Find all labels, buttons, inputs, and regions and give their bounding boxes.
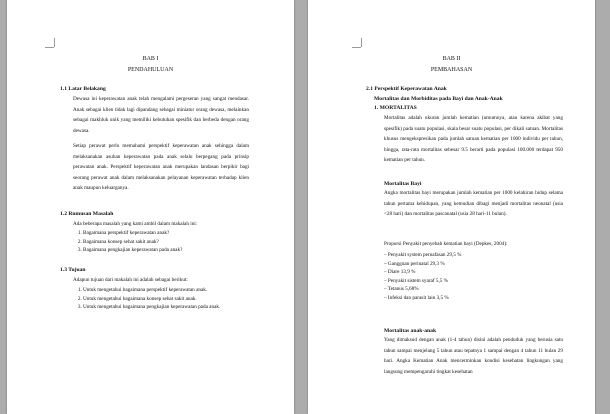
section-heading-latar-belakang: 1.1 Latar Belakang — [60, 86, 106, 92]
list-item: 1. Untuk mengetahui bagaimana perspektif keperawatan anak. — [83, 286, 220, 295]
rumusan-intro: Ada beberapa masalah yang kami ambil dalam makalah ini: — [73, 221, 198, 227]
paragraph-mortalitas-bayi: Angka mortalitas bayi merupakan jumlah kematian per 1000 kelahiran hidup selama tahun pertama kehidupan, yang kemudian dibagi menjadi mortalitas neonatal (usia <28 hari) dan mortalitas pascanatal (usia 28 hari-11 bulan). — [384, 190, 563, 217]
corner-mark — [352, 47, 361, 48]
list-item: – Diare 13,9 % — [384, 269, 416, 275]
list-item: 3. Bagaimana pengkajian keperawatan pada anak? — [83, 246, 182, 255]
list-item: 1. Bagaimana perspektif keperawatan anak? — [83, 229, 182, 238]
list-item: – Penyakit sistem syaraf 5,5 % — [384, 277, 448, 284]
list-item: 3. Untuk mengetahui bagaimana pengkajian keperawatan pada anak. — [83, 303, 220, 312]
section-heading-tujuan: 1.3 Tujuan — [60, 267, 86, 273]
chapter-number: BAB II — [442, 56, 461, 62]
item-heading-mortalitas: 1. MORTALITAS — [374, 105, 417, 111]
list-item: 2. Untuk mengetahui bagaimana konsep sehat sakit anak. — [83, 295, 220, 304]
subsection-heading: Mortalitas dan Morbiditas pada Bayi dan Anak-Anak — [374, 96, 503, 102]
heading-mortalitas-anak: Mortalitas anak-anak — [384, 328, 437, 334]
tujuan-intro: Adapun tujuan dari makalah ini adalah sebagai berikut: — [73, 277, 188, 283]
list-item: 2. Bagaimana konsep sehat sakit anak? — [83, 238, 182, 247]
page-left — [7, 0, 294, 414]
corner-mark — [45, 47, 54, 48]
chapter-number: BAB I — [142, 56, 159, 62]
rumusan-list — [73, 229, 182, 255]
paragraph-latar-belakang-1: Dewasa ini keperawatan anak telah mengalami pergeseran yang sangat mendasar. Anak sebagai klien tidak lagi dipandang sebagai miniatur orang dewasa, melainkan sebagai makhluk unik yang memiliki kebutuhan spesifik dan berbeda dengan orang dewasa. — [73, 96, 249, 134]
list-item: – Gangguan perinatal 29,3 % — [384, 260, 445, 267]
page-right — [308, 0, 595, 414]
corner-mark — [54, 38, 55, 47]
corner-mark — [361, 38, 362, 47]
paragraph-latar-belakang-2: Setiap perawat perlu memahami perspektif keperawatan anak sehingga dalam melaksanakan asuhan keperawatan pada anak selalu berpegang pada prinsip perawatan anak. Perspektif keperawatan anak merupakan landasan berpikir bagi seorang perawat anak dalam melaksanakan pelayanan keperawatan terhadap klien anak maupun keluarganya. — [73, 143, 249, 191]
section-heading-perspektif: 2.1 Perspektif Keperawatan Anak — [366, 86, 447, 92]
list-item: – Infeksi dan parasit lain 3,5 % — [384, 294, 449, 301]
paragraph-mortalitas-anak: Yang dimaksud dengan anak (1-4 tahun) disini adalah penduduk yang berusia satu tahun sampai menjelang 5 tahun atau tepatnya 1 sampai dengan 4 tahun 11 bulan 29 hari. Angka Kematian Anak mencerminkan kondisi kesehatan lingkungan yang langsung mempengaruhi tingkat kesehatan — [384, 337, 563, 375]
list-item: – Penyakit system pernafasan 29,5 % — [384, 252, 462, 258]
causes-list — [384, 251, 462, 302]
heading-mortalitas-bayi: Mortalitas Bayi — [384, 181, 422, 187]
section-heading-rumusan-masalah: 1.2 Rumusan Masalah — [60, 211, 114, 217]
chapter-title: PENDAHULUAN — [127, 67, 174, 73]
list-item: – Tetanus 5,68% — [384, 286, 419, 292]
tujuan-list — [73, 286, 220, 312]
chapter-title: PEMBAHASAN — [430, 67, 473, 73]
causes-intro: Proporsi Penyakit penyebab kematian bayi (Depkes, 2004): — [384, 241, 508, 247]
paragraph-mortalitas: Mortalitas adalah ukuran jumlah kematian (umumnya, atau karena akibat yang spesifik) pada suatu populasi, skala besar suatu populasi, per dikali satuan. Mortalitas khusus mengekspresikan pada jumlah satuan kematian per 1000 individu per tahun, hingga, rata-rata mortalitas sebesar 9.5 berarti pada populasi 100.000 terdapat 950 kematian per tahun. — [384, 115, 563, 163]
